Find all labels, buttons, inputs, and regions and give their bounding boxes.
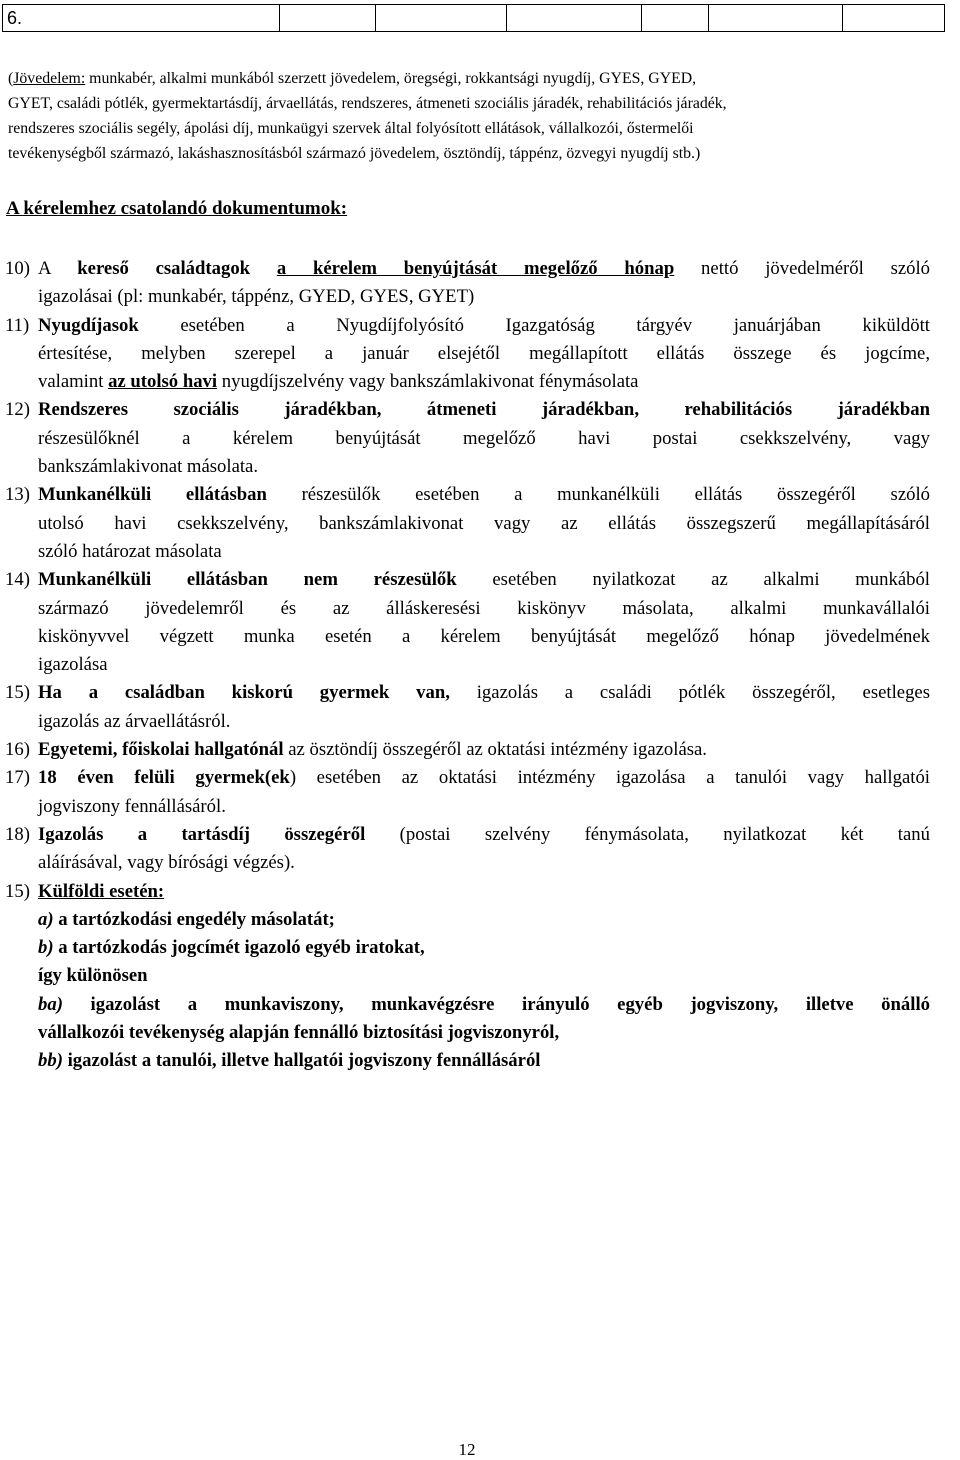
list-item [5,396,930,481]
item-number: 16) [5,739,30,761]
item-line [38,481,930,509]
income-note [8,66,954,166]
item-line [38,878,930,906]
item-bold: Igazolás a tartásdíj összegéről [38,823,366,845]
item-text: nyugdíjszelvény vagy bankszámlakivonat fénymásolata [217,371,639,393]
list-item [5,481,930,566]
item-line: bankszámlakivonat másolata. [38,456,259,478]
item-bold: Egyetemi, főiskolai hallgatónál [38,739,284,761]
item-text: esetében a Nyugdíjfolyósító Igazgatóság tárgyév januárjában kiküldött [138,314,930,336]
item-text: A [38,258,78,279]
item-line: kiskönyvvel végzett munka esetén a kérelem benyújtását megelőző hónap jövedelmének [38,625,930,647]
list-item [5,878,930,906]
income-note-line: (Jövedelem: munkabér, alkalmi munkából szerzett jövedelem, öregségi, rokkantsági nyugdíj, GYES, GYED, [8,70,697,87]
item-bold: Nyugdíjasok [38,314,139,336]
list-item [5,764,930,821]
header-cell-number: 6. [3,5,280,32]
list-item [5,312,930,397]
item-number: 17) [5,767,30,789]
item-line [38,821,930,849]
item-line [38,679,930,707]
item-number: 15) [5,880,30,902]
item-line [38,764,930,792]
item-text: az ösztöndíj összegéről az oktatási intézmény igazolása. [283,739,707,761]
item-number: 18) [5,823,30,845]
list-item [5,566,930,679]
income-text: munkabér, alkalmi munkából szerzett jövedelem, öregségi, rokkantsági nyugdíj, GYES, GYED, [85,70,697,87]
sub-text: igazolást a munkaviszony, munkavégzésre irányuló egyéb jogviszony, illetve önálló [62,993,930,1015]
item-line: szóló határozat másolata [38,540,222,562]
item-line: értesítése, melyben szerepel a január elsejétől megállapított ellátás összege és jogcíme, [38,342,930,364]
sub-label: a) [38,908,54,930]
item-bold-underline: Külföldi esetén: [38,880,165,902]
sub-label: b) [38,937,54,959]
list-item [5,736,930,764]
item-bold: Munkanélküli ellátásban [38,484,267,506]
item-text: ) esetében az oktatási intézmény igazolása a tanulói vagy hallgatói [289,767,930,789]
header-cell [843,5,945,32]
document-list [5,255,930,1076]
income-label: Jövedelem: [13,70,86,87]
item-line: igazolás az árvaellátásról. [38,710,231,732]
item-text: esetében nyilatkozat az alkalmi munkából [456,569,930,591]
item-number: 14) [5,569,30,591]
item-number: 13) [5,484,30,506]
item-number: 12) [5,399,30,421]
item-line [38,736,930,764]
item-line [38,255,930,283]
sub-item-b-cont: így különösen [38,965,148,987]
header-table [2,4,945,32]
sub-item-bb [38,1047,930,1075]
list-item [5,255,930,312]
item-bold: kereső családtagok [77,258,277,279]
item-line [38,396,930,424]
item-line: igazolása [38,654,108,676]
item-text: (postai szelvény fénymásolata, nyilatkozat két tanú [365,823,930,845]
item-line: igazolásai (pl: munkabér, táppénz, GYED, GYES, GYET) [38,286,475,308]
item-number: 15) [5,682,30,704]
header-cell [507,5,642,32]
list-item [5,821,930,878]
income-note-line: GYET, családi pótlék, gyermektartásdíj, árvaellátás, rendszeres, átmeneti szociális járadék, rehabilitációs járadék, [8,95,727,112]
item-number: 10) [5,258,30,279]
sub-item-a [38,906,930,934]
item-line: jogviszony fennállásáról. [38,795,226,817]
header-cell [280,5,376,32]
item-line [38,566,930,594]
header-cell [642,5,709,32]
item-text: nettó jövedelméről szóló [674,258,931,279]
sub-item-ba [38,991,930,1019]
item-line: részesülőknél a kérelem benyújtását megelőző havi postai csekkszelvény, vagy [38,427,930,449]
income-note-line: tevékenységből származó, lakáshasznosításból származó jövedelem, ösztöndíj, táppénz, özvegyi nyugdíj stb.) [8,145,701,162]
item-bold-underline: az utolsó havi [108,371,218,393]
item-text: igazolás a családi pótlék összegéről, esetleges [449,682,930,704]
item-line: utolsó havi csekkszelvény, bankszámlakivonat vagy az ellátás összegszerű megállapításáról [38,512,930,534]
sub-text: a tartózkodási engedély másolatát; [53,908,335,930]
item-text: részesülők esetében a munkanélküli ellátás összegéről szóló [266,484,930,506]
item-text: valamint [38,371,109,393]
item-bold-underline: a kérelem benyújtását megelőző hónap [276,258,675,279]
item-bold: Munkanélküli ellátásban nem részesülők [38,569,457,591]
sub-label: ba) [38,993,63,1015]
item-line [38,368,930,396]
header-cell [376,5,507,32]
item-bold: Rendszeres szociális járadékban, átmeneti járadékban, rehabilitációs járadékban [38,399,930,421]
foreign-subsection [5,906,930,1076]
sub-item-ba-cont: vállalkozói tevékenység alapján fennálló biztosítási jogviszonyról, [38,1022,560,1044]
list-item [5,679,930,736]
sub-text: a tartózkodás jogcímét igazoló egyéb iratokat, [53,937,425,959]
item-line: aláírásával, vagy bírósági végzés). [38,852,295,874]
item-line [38,312,930,340]
sub-label: bb) [38,1050,63,1072]
item-bold: 18 éven felüli gyermek(ek [38,767,290,789]
income-note-line: rendszeres szociális segély, ápolási díj, munkaügyi szervek által folyósított ellátások, vállalkozói, őstermelői [8,120,694,137]
item-bold: Ha a családban kiskorú gyermek van, [38,682,450,704]
item-line: származó jövedelemről és az álláskeresési kiskönyv másolata, alkalmi munkavállalói [38,597,930,619]
sub-item-b [38,934,930,962]
section-heading: A kérelemhez csatolandó dokumentumok: [6,198,348,219]
sub-text: igazolást a tanulói, illetve hallgatói jogviszony fennállásáról [62,1050,541,1072]
header-cell [709,5,843,32]
page-number: 12 [458,1440,476,1459]
item-number: 11) [5,314,30,336]
